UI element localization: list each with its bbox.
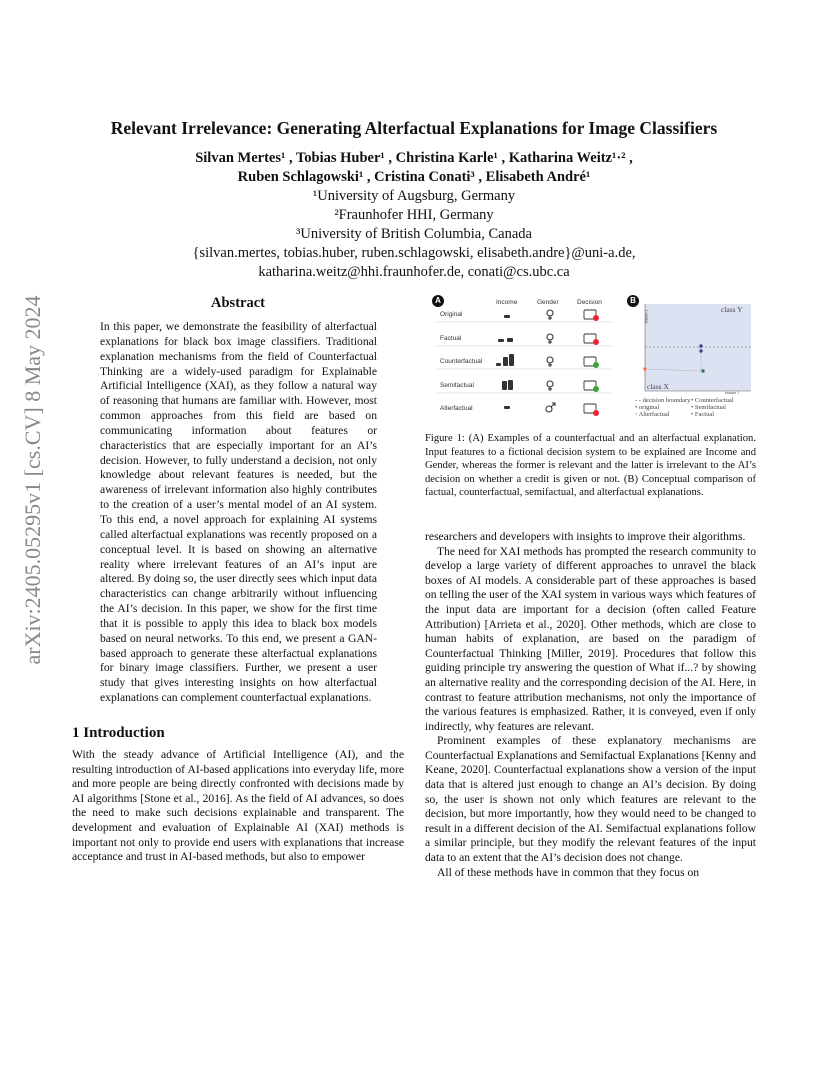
row-factual: Factual — [440, 335, 462, 342]
legend-alterfactual: Alterfactual — [638, 411, 670, 418]
arxiv-id: arXiv:2405.05295v1 [cs.CV] 8 May 2024 — [20, 295, 45, 665]
affiliation-3: ³University of British Columbia, Canada — [296, 226, 532, 242]
emails-line-2: katharina.weitz@hhi.fraunhofer.de, conati@cs.ubc.ca — [258, 264, 570, 280]
col-decision: Decision — [577, 299, 602, 306]
row-counterfactual: Counterfactual — [440, 358, 483, 365]
intro-paragraph-4: All of these methods have in common that they focus on — [437, 865, 700, 879]
intro-paragraph-2: The need for XAI methods has prompted the research community to develop a large variety of different approaches to unravel the black boxes of AI models. A considerable part of these approaches is based on telling the user of the XAI system in various ways which features of the input data are important for a decision (often called Feature Attribution) [Arrieta et al., 2020]. Other methods, which are close to human habits of explanation, are based on the paradigm of Counterfactual Thinking [Miller, 2019]. Procedures that follow this guiding principle try answering the question of What if...? by showing an alternative reality and the corresponding decision of the AI. Here, in contrast to feature attribution mechanisms, not only the importance of the various features is emphasized. Rather, it is conveyed, even if only indirectly, why features are relevant. — [425, 544, 756, 733]
authors-line-2: Ruben Schlagowski¹ , Cristina Conati³ , Elisabeth André¹ — [237, 169, 591, 185]
figure-label-b: B — [627, 295, 639, 307]
affiliation-2: ²Fraunhofer HHI, Germany — [334, 207, 494, 223]
axis-x-label: feature 1 — [725, 390, 740, 395]
figure-label-a: A — [432, 295, 444, 307]
legend-counterfactual: Counterfactual — [694, 397, 734, 404]
abstract-text: In this paper, we demonstrate the feasibility of alterfactual explanations for black box image classifiers. Traditional explanation mechanisms from the field of Counterfactual Thinking are a widely-used paradigm for Explainable Artificial Intelligence (XAI), as they follow a natural way of reasoning that humans are familiar with. However, most common approaches from this field are based on communicating information about features or characteristics that are especially important for an AI’s decision. However, to fully understand a decision, not only knowledge about relevant features is needed, but the awareness of irrelevant information also highly contributes to the creation of a user’s mental model of an AI system. To this end, a novel approach for explaining AI systems called alterfactual explanations was recently proposed on a conceptual level. It is based on showing an alternative reality where irrelevant features of an AI’s input are altered. By doing so, the user directly sees which input data characteristics can change arbitrarily without influencing the AI’s decision. In this paper, we show for the first time that it is possible to apply this idea to black box models based on neural networks. To this end, we present a GAN-based approach to generate these alterfactual explanations for binary image classifiers. Further, we present a user study that gives interesting insights on how alterfactual explanations can complement counterfactual explanations. — [100, 320, 377, 705]
emails-line-1: {silvan.mertes, tobias.huber, ruben.schlagowski, elisabeth.andre}@uni-a.de, — [192, 245, 636, 261]
legend-original: original — [638, 404, 660, 411]
legend-factual: Factual — [694, 411, 715, 418]
left-column — [72, 295, 404, 865]
legend-semifactual: Semifactual — [694, 404, 726, 411]
figure-1b — [625, 294, 755, 424]
row-alterfactual: Alterfactual — [440, 405, 473, 412]
figure-1-caption: Figure 1: (A) Examples of a counterfactual and an alterfactual explanation. Input features to a fictional decision system to be explained are Income and Gender, whereas the former is relevant and the latter is irrelevant to the AI’s decision on whether a credit is given or not. (B) Conceptual comparison of factual, counterfactual, semifactual, and alterfactual explanations. — [425, 433, 756, 499]
axis-y-label: feature 2 — [643, 309, 649, 324]
author-block — [60, 149, 768, 282]
intro-paragraph-1: With the steady advance of Artificial Intelligence (AI), and the resulting introduction of AI-based applications into everyday life, more and more people are being directly confronted with decisions made by AI algorithms [Stone et al., 2016]. As the field of AI advances, so does the need to make such decisions explainable and transparent. The development and evaluation of Explainable AI (XAI) methods is important not only to provide end users with explanations that increase acceptance and trust in AI-based methods, but also to empower — [72, 747, 404, 864]
legend-decision-boundary: decision boundary — [642, 397, 691, 404]
col-gender: Gender — [537, 299, 559, 306]
affiliation-1: ¹University of Augsburg, Germany — [312, 188, 516, 204]
class-x-label: class X — [647, 382, 669, 391]
right-column — [425, 432, 756, 880]
paper-title: Relevant Irrelevance: Generating Alterfactual Explanations for Image Classifiers — [110, 118, 718, 138]
intro-heading: 1 Introduction — [72, 724, 165, 741]
row-original: Original — [440, 311, 463, 318]
intro-paragraph-1-continued: researchers and developers with insights to improve their algorithms. — [425, 529, 746, 543]
figure-1a — [432, 294, 618, 422]
col-income: Income — [496, 299, 518, 306]
class-y-label: class Y — [721, 305, 743, 314]
arxiv-sidebar-stamp — [14, 280, 52, 680]
row-semifactual: Semifactual — [440, 382, 474, 389]
figure-1b-legend: - - decision boundary• Counterfactual • original • Semifactual • Alterfactual • Factual — [635, 397, 734, 418]
authors-line-1: Silvan Mertes¹ , Tobias Huber¹ , Christina Karle¹ , Katharina Weitz¹·² , — [195, 150, 633, 166]
abstract-heading: Abstract — [211, 295, 265, 311]
intro-paragraph-3: Prominent examples of these explanatory mechanisms are Counterfactual Explanations and Semifactual Explanations [Kenny and Keane, 2020]. Counterfactual explanations show a version of the input data that is altered just enough to change an AI’s decision. By doing so, the user is shown not only which features are relevant to the decision, but more importantly, how they would need to be changed to result in a different decision of the AI. Semifactual explanations follow a similar principle, but they modify the relevant features of the input data to an extent that the AI’s decision does not change. — [425, 734, 756, 865]
